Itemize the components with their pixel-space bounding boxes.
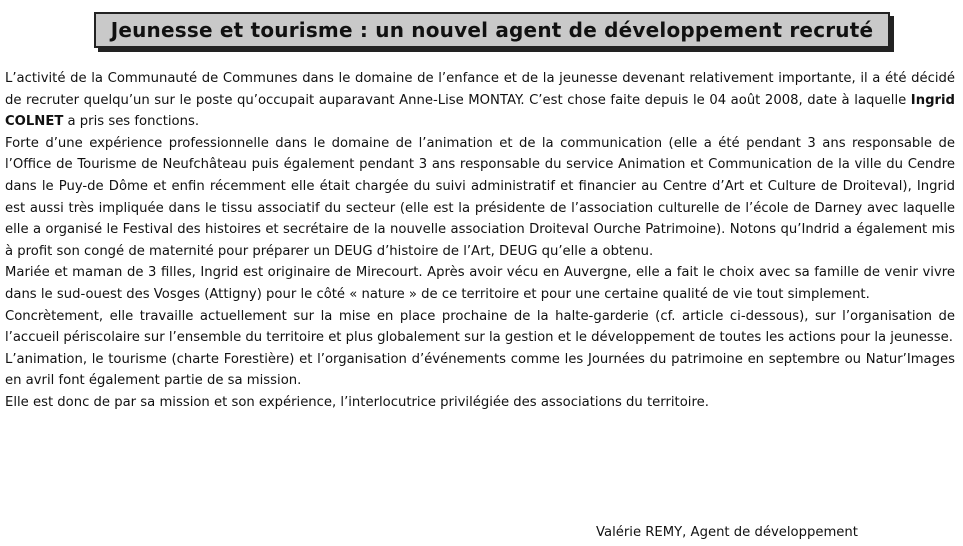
article-title-box [94,12,890,48]
paragraph-intro-end: a pris ses fonctions. [63,114,200,130]
paragraph-intro-start: L’activité de la Communauté de Communes dans le domaine de l’enfance et de la jeunesse devenant relativement importante, il a été décidé de recruter quelqu’un sur le poste qu’occupait auparavant Anne-Lise MONTAY. C’est chose faite depuis le 04 août 2008, date à laquelle [5,71,955,108]
paragraph-tasks: Concrètement, elle travaille actuellement sur la mise en place prochaine de la halte-garderie (cf. article ci-dessous), sur l’organisation de l’accueil périscolaire sur l’ensemble du territoire et plus globalement sur la gestion et le développement de toutes les actions pour la jeunesse. [5,308,955,346]
article-title: Jeunesse et tourisme : un nouvel agent de développement recruté [110,18,874,42]
paragraph-mission: L’animation, le tourisme (charte Forestière) et l’organisation d’événements comme les Journées du patrimoine en septembre ou Natur’Images en avril font également partie de sa mission. [5,351,955,389]
paragraph-conclusion: Elle est donc de par sa mission et son expérience, l’interlocutrice privilégiée des associations du territoire. [5,394,709,410]
paragraph-personal: Mariée et maman de 3 filles, Ingrid est originaire de Mirecourt. Après avoir vécu en Auvergne, elle a fait le choix avec sa famille de venir vivre dans le sud-ouest des Vosges (Attigny) pour le côté « nature » de ce territoire et pour une certaine qualité de vie tout simplement. [5,265,955,302]
article-body [5,68,955,414]
paragraph-experience: Forte d’une expérience professionnelle dans le domaine de l’animation et de la communication (elle a été pendant 3 ans responsable de l’Office de Tourisme de Neufchâteau puis également pendant 3 ans responsable du service Animation et Communication de la ville du Cendre dans le Puy-de Dôme et enfin récemment elle était chargée du suivi administratif et financier au Centre d’Art et Culture de Droiteval), Ingrid est aussi très impliquée dans le tissu associatif du secteur (elle est la présidente de l’association culturelle de l’école de Darney avec laquelle elle a organisé le Festival des histoires et secrétaire de la nouvelle association Droiteval Ourche Patrimoine). Notons qu’Indrid a également mis à profit son congé de maternité pour préparer un DEUG d’histoire de l’Art, DEUG qu’elle a obtenu. [5,135,955,259]
paragraph-intro [5,68,955,133]
agent-name: Ingrid COLNET [5,92,955,130]
signature: Valérie REMY, Agent de développement [596,525,858,540]
